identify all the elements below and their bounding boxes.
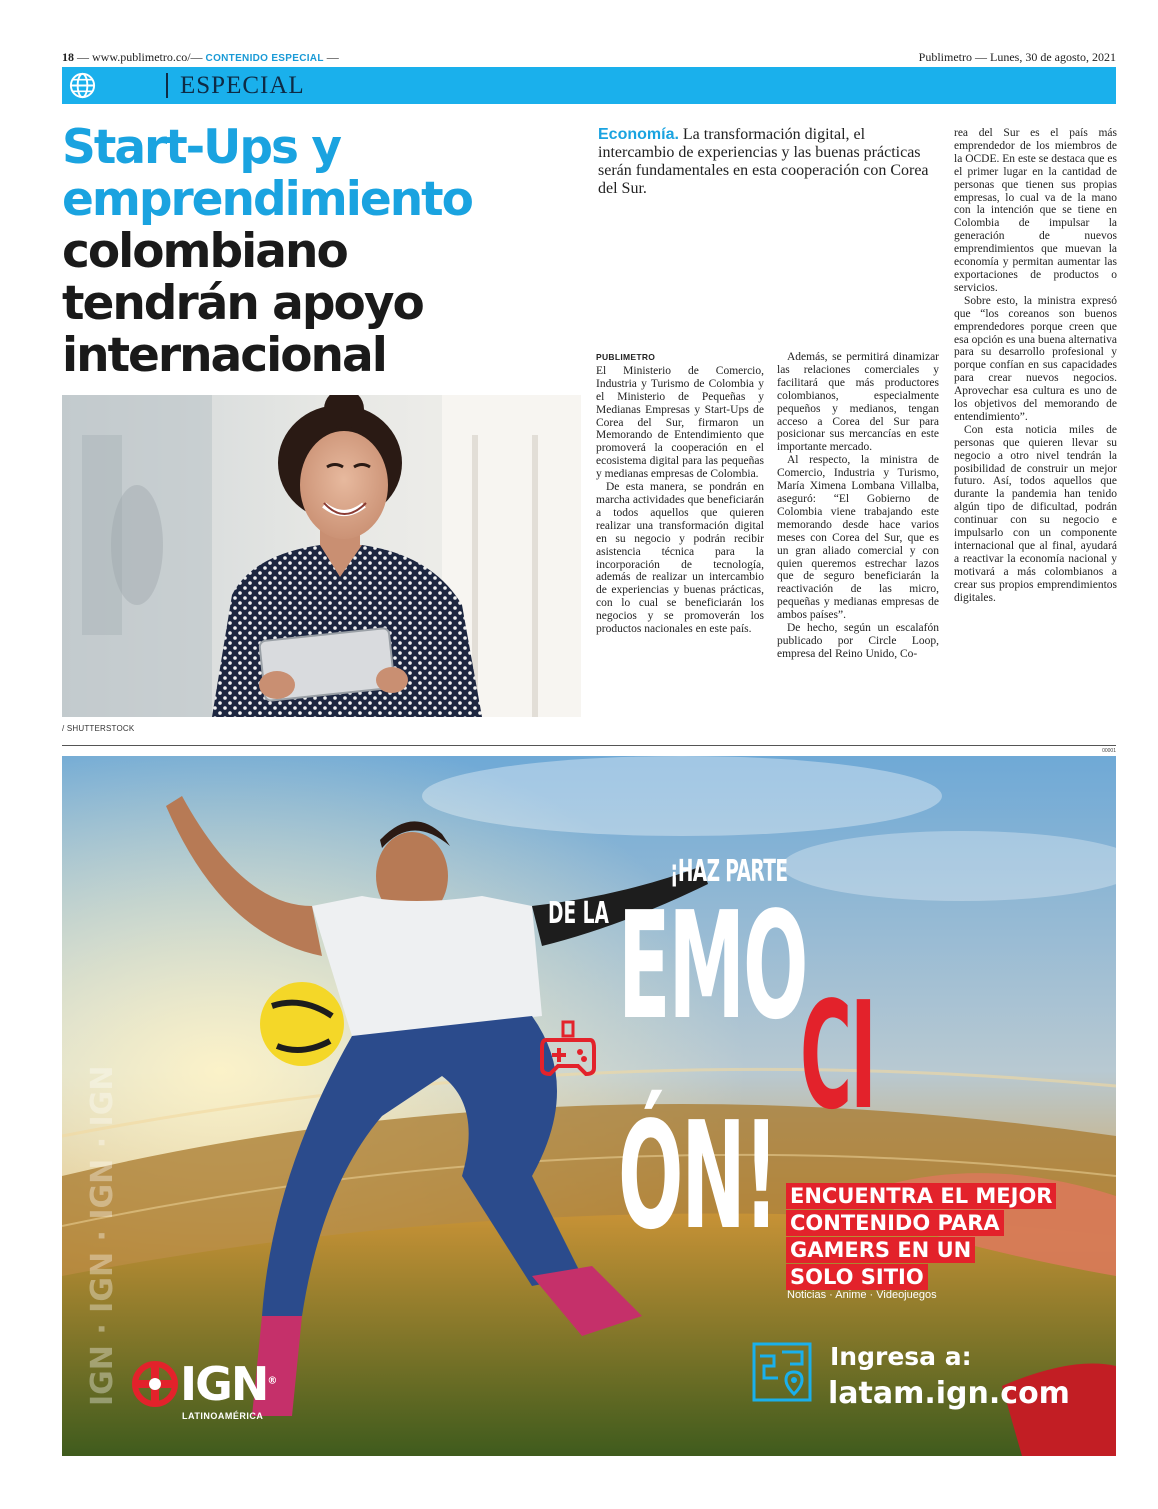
headline-line-3: colombiano bbox=[62, 224, 347, 279]
article-column-3 bbox=[954, 127, 1117, 605]
ign-logo-icon bbox=[132, 1361, 178, 1407]
ad-tagline bbox=[786, 1183, 1056, 1291]
article-column-2 bbox=[777, 351, 939, 661]
section-tag: CONTENIDO ESPECIAL bbox=[205, 53, 324, 64]
ad-cta-label: Ingresa a: bbox=[830, 1342, 972, 1371]
paragraph: rea del Sur es el país más emprendedor de los miembros de la OCDE. En este se destaca que es el primer lugar en la cantidad de personas que tienen sus propias empresas, lo cual va de la mano con la intención que se tiene en Colombia de impulsar la generación de nuevos emprendimientos que muevan la economía y permitan aumentar las exportaciones de productos o servicios. bbox=[954, 127, 1117, 294]
paragraph: El Ministerio de Comercio, Industria y Turismo de Colombia y el Ministerio de Pequeñas y Medianas Empresas y Start-Ups de Corea del Sur, firmaron un Memorando de Entendimiento que promoverá la cooperación en el ecosistema digital para las pequeñas y medianas empresas de Colombia. bbox=[596, 364, 764, 481]
paragraph: De esta manera, se pondrán en marcha actividades que beneficiarán a todos aquellos que quieren realizar una transformación digital en su negocio y podrán recibir asistencia técnica para la incorporación de tecnología, además de realizar un intercambio de experiencias y buenas prácticas, con lo cual se beneficiarán los negocios y se promoverán los productos nacionales en este país. bbox=[596, 481, 764, 636]
ad-emo: EMO bbox=[618, 880, 807, 1052]
site-url: — www.publimetro.co/— bbox=[77, 50, 203, 64]
ad-categories: Noticias · Anime · Videojuegos bbox=[787, 1289, 937, 1301]
article-lead bbox=[598, 126, 940, 198]
map-pin-icon bbox=[752, 1342, 812, 1402]
paragraph: Además, se permitirá dinamizar las relaciones comerciales y facilitará que más productores colombianos, especialmente pequeños y medianos, tengan acceso a Corea del Sur para posicionar sus mercancías en este importante mercado. bbox=[777, 351, 939, 454]
page-divider bbox=[62, 745, 1116, 746]
headline-line-1: Start-Ups y bbox=[62, 120, 340, 175]
paragraph: Al respecto, la ministra de Comercio, Industria y Turismo, María Ximena Lombana Villalba, aseguró: “El Gobierno de Colombia viene trabajando este memorando desde hace varios meses con Corea del Sur, que es un gran aliado comercial y con quien queremos estrechar lazos que de seguro beneficiarán la reactivación de las micro, pequeñas y medianas empresas de ambos países”. bbox=[777, 454, 939, 622]
page-number: 18 bbox=[62, 50, 74, 64]
tagline-line: CONTENIDO PARA bbox=[786, 1210, 1004, 1236]
ign-logo bbox=[132, 1357, 276, 1421]
section-banner bbox=[62, 67, 1116, 104]
lead-text: La transformación digital, el intercambio de experiencias y las buenas prácticas serán fundamentales en esta cooperación con Corea del Sur. bbox=[598, 126, 929, 197]
paragraph: Con esta noticia miles de personas que quieren llevar su negocio a otro nivel tendrán la posibilidad de construir un mejor futuro. Así, todos aquellos que durante la pandemia han tenido algún tipo de dificultad, podrán continuar con su negocio e impulsarlo con un componente internacional que al final, ayudará a reactivar la economía nacional y motivará a más colombianos a crear sus propios emprendimientos digitales. bbox=[954, 423, 1117, 604]
ad-url-link[interactable]: latam.ign.com bbox=[828, 1376, 1070, 1411]
ign-latinoamerica: LATINOAMÉRICA bbox=[182, 1411, 264, 1421]
tagline-line: ENCUENTRA EL MEJOR bbox=[786, 1183, 1056, 1209]
woman-with-tablet-illustration bbox=[62, 395, 581, 717]
meta-left bbox=[62, 50, 339, 65]
ad-haz-parte: ¡HAZ PARTE bbox=[670, 854, 788, 889]
ign-watermark-icon bbox=[82, 846, 122, 1426]
svg-text:IGN · IGN · IGN · IGN: IGN · IGN · IGN · IGN bbox=[85, 1065, 120, 1406]
page-code: 00001 bbox=[1102, 748, 1116, 754]
section-dash: — bbox=[326, 50, 339, 64]
paragraph: De hecho, según un escalafón publicado por Circle Loop, empresa del Reino Unido, Co- bbox=[777, 622, 939, 660]
ad-on: ÓN! bbox=[618, 1090, 777, 1262]
tagline-line: SOLO SITIO bbox=[786, 1264, 928, 1290]
paragraph: Sobre esto, la ministra expresó que “los coreanos son buenos emprendedores porque creen que esa opción es una buena alternativa para su desarrollo profesional y porque confían en sus capacidades para crear nuevos negocios. Aprovechar esa cultura es uno de los objetivos del memorando de entendimiento”. bbox=[954, 294, 1117, 423]
ign-advertisement bbox=[62, 756, 1116, 1456]
tagline-line: GAMERS EN UN bbox=[786, 1237, 975, 1263]
date-line: Publimetro — Lunes, 30 de agosto, 2021 bbox=[918, 50, 1116, 64]
headline-line-2: emprendimiento bbox=[62, 172, 472, 227]
lead-kicker: Economía. bbox=[598, 126, 679, 143]
headline bbox=[62, 122, 582, 382]
section-label: ESPECIAL bbox=[180, 72, 305, 99]
article-column-1 bbox=[596, 351, 764, 636]
gamepad-icon bbox=[540, 1018, 596, 1078]
globe-icon bbox=[68, 71, 97, 100]
headline-line-5: internacional bbox=[62, 328, 386, 383]
photo-credit: / SHUTTERSTOCK bbox=[62, 724, 135, 733]
article-photo bbox=[62, 395, 581, 717]
page-meta-line bbox=[62, 50, 1116, 66]
ign-wordmark: IGN® bbox=[180, 1357, 276, 1411]
byline: PUBLIMETRO bbox=[596, 352, 656, 362]
ad-ci: CI bbox=[800, 970, 875, 1142]
ad-de-la: DE LA bbox=[548, 896, 609, 931]
headline-line-4: tendrán apoyo bbox=[62, 276, 423, 331]
banner-separator bbox=[166, 73, 168, 98]
